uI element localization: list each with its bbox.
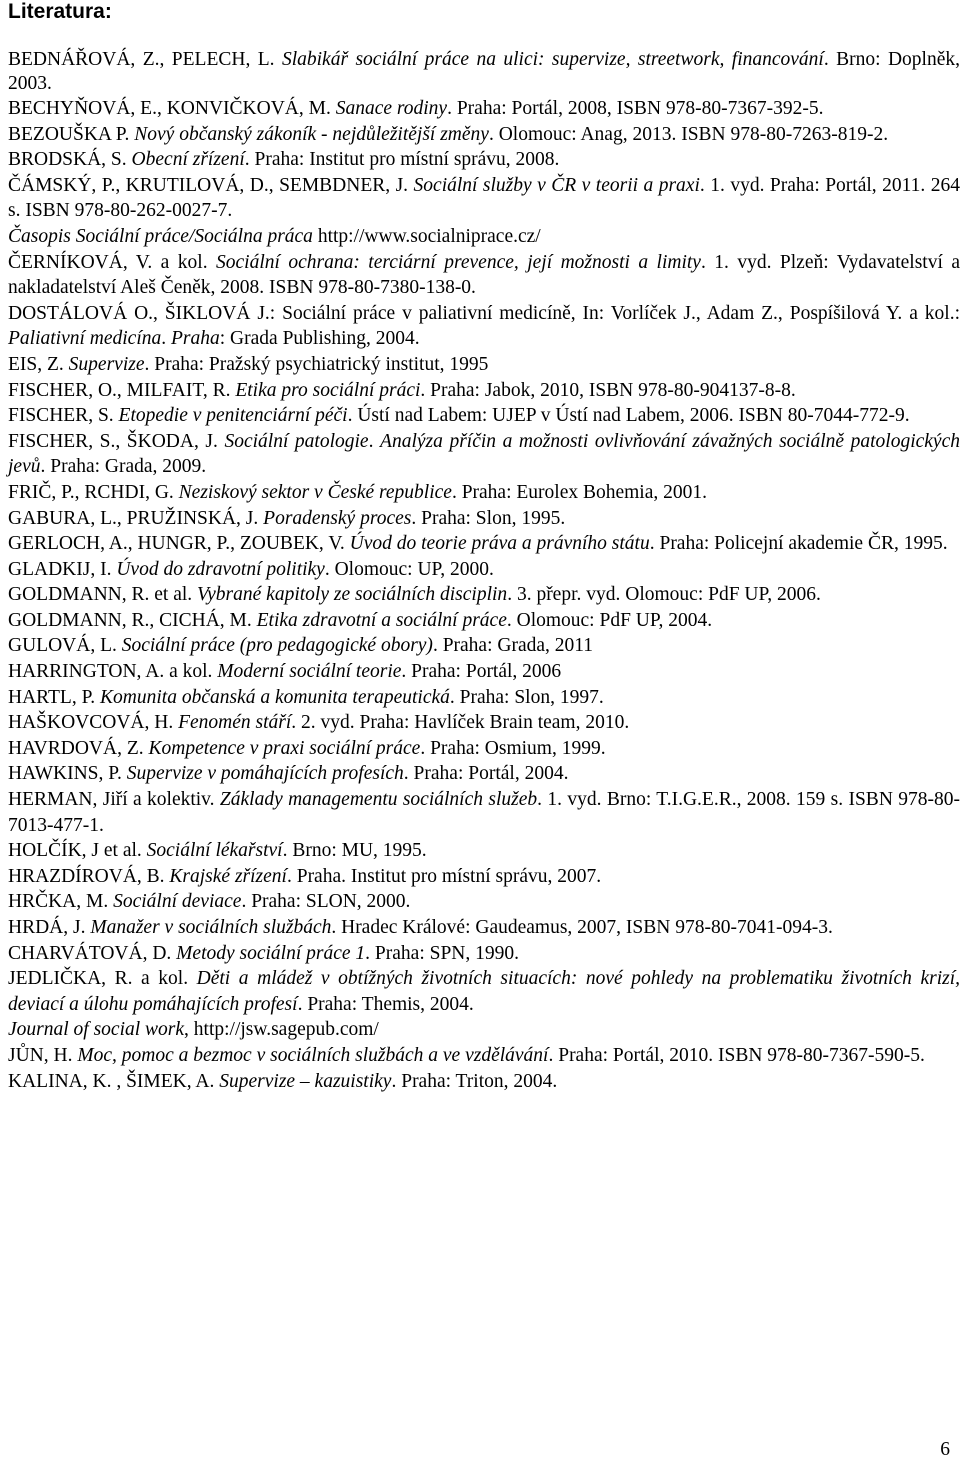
reference-title: Analýza příčin a možnosti ovlivňování závažných sociálně patologických jevů (8, 430, 960, 478)
reference-title: Slabikář sociální práce na ulici: supervize, streetwork, financování (281, 49, 824, 70)
reference-text: . (161, 328, 172, 350)
reference-entry (8, 96, 960, 122)
reference-text: . Praha: Themis, 2004. (297, 993, 474, 1015)
reference-title: Kompetence v praxi sociální práce (148, 737, 421, 759)
reference-title: Metody sociální práce 1 (176, 942, 366, 964)
reference-entry (8, 659, 960, 685)
reference-entry (8, 403, 960, 429)
reference-text: . 1. vyd. Plzeň: Vydavatelství a nakladatelství Aleš Čeněk, 2008. ISBN 978-80-7380-138-0. (8, 251, 960, 299)
reference-text: BEDNÁŘOVÁ, Z., PELECH, L. (8, 49, 282, 70)
reference-text: . Praha: Eurolex Bohemia, 2001. (451, 481, 708, 503)
reference-text: . 1. vyd. Praha: Portál, 2011. 264 s. ISBN 978-80-262-0027-7. (8, 174, 960, 222)
reference-entry (8, 685, 960, 711)
reference-title: Komunita občanská a komunita terapeutická (100, 686, 450, 708)
reference-title: Úvod do teorie práva a právního státu (349, 533, 650, 555)
reference-text: HRDÁ, J. (8, 917, 91, 938)
reference-title: Neziskový sektor v České republice (178, 481, 452, 503)
reference-text: . Olomouc: Anag, 2013. ISBN 978-80-7263-819-2. (488, 123, 889, 145)
reference-text: . Praha: Grada, 2011 (432, 635, 594, 657)
reference-text: . 3. přepr. vyd. Olomouc: PdF UP, 2006. (507, 584, 821, 606)
reference-text: . Ústí nad Labem: UJEP v Ústí nad Labem, 2006. ISBN 80-7044-772-9. (347, 405, 910, 427)
reference-entry (8, 736, 960, 762)
reference-text: . Hradec Králové: Gaudeamus, 2007, ISBN 978-80-7041-094-3. (331, 917, 833, 938)
reference-title: Obecní zřízení (131, 149, 245, 171)
reference-title: Supervize (68, 353, 145, 375)
reference-text: HRČKA, M. (8, 891, 114, 913)
reference-text: . Praha: Portál, 2006 (401, 661, 562, 683)
reference-text: . Praha: Portál, 2004. (403, 763, 569, 785)
page-number: 6 (940, 1439, 950, 1460)
reference-text: BRODSKÁ, S. (8, 149, 132, 171)
reference-text: HERMAN, Jiří a kolektiv. (8, 789, 220, 811)
reference-text: . Praha: Grada, 2009. (40, 456, 207, 478)
reference-text: GOLDMANN, R. et al. (8, 584, 198, 606)
reference-text: . 2. vyd. Praha: Havlíček Brain team, 2010. (291, 712, 630, 734)
reference-text: http://www.socialniprace.cz/ (317, 225, 541, 247)
reference-entry (8, 608, 960, 634)
reference-title: Nový občanský zákoník - nejdůležitější změny (134, 123, 489, 145)
reference-text: . Olomouc: PdF UP, 2004. (506, 609, 713, 631)
reference-text: HRAZDÍROVÁ, B. (8, 865, 170, 887)
reference-entry (8, 480, 960, 506)
reference-text: . Brno: Doplněk, 2003. (8, 49, 960, 94)
reference-title: Děti a mládež v obtížných životních situacích: nové pohledy na problematiku životních krizí, deviací a úlohu pomáhajících profesí (8, 968, 960, 1015)
reference-entry (8, 889, 960, 915)
reference-text: . Olomouc: UP, 2000. (324, 558, 494, 580)
reference-text: BECHYŇOVÁ, E., KONVIČKOVÁ, M. (8, 98, 336, 119)
reference-title: Journal of social work (8, 1019, 185, 1041)
reference-text: . Praha: Policejní akademie ČR, 1995. (649, 533, 948, 555)
reference-text: ČERNÍKOVÁ, V. a kol. (8, 251, 217, 273)
reference-entry (8, 582, 960, 608)
reference-text: HOLČÍK, J et al. (8, 840, 147, 862)
reference-text: . Praha: Slon, 1995. (411, 507, 566, 529)
reference-entry (8, 352, 960, 378)
reference-text: KALINA, K. , ŠIMEK, A. (8, 1070, 220, 1092)
reference-text: FISCHER, S. (8, 405, 119, 427)
reference-text: GERLOCH, A., HUNGR, P., ZOUBEK, V. (8, 533, 350, 555)
reference-text: DOSTÁLOVÁ O., ŠIKLOVÁ J.: Sociální práce v paliativní medicíně, In: Vorlíček J., Adam Z., Pospíšilová Y. a kol.: (8, 302, 960, 324)
reference-title: Časopis Sociální práce/Sociálna práca (8, 225, 318, 247)
reference-text: . Brno: MU, 1995. (282, 840, 427, 862)
reference-text: GLADKIJ, I. (8, 558, 117, 580)
reference-entry (8, 915, 960, 941)
reference-text: CHARVÁTOVÁ, D. (8, 942, 177, 964)
reference-title: Vybrané kapitoly ze sociálních disciplin (197, 584, 508, 606)
reference-title: Fenomén stáří (178, 712, 292, 734)
reference-entry (8, 787, 960, 838)
reference-text: . Praha: Pražský psychiatrický institut, 1995 (144, 353, 489, 375)
reference-text: : Grada Publishing, 2004. (219, 328, 420, 350)
reference-entry (8, 761, 960, 787)
reference-entry (8, 122, 960, 148)
reference-text: . Praha: Portál, 2010. ISBN 978-80-7367-590-5. (548, 1044, 925, 1066)
reference-text: BEZOUŠKA P. (8, 123, 135, 145)
reference-text: . Praha: Osmium, 1999. (420, 737, 606, 759)
reference-entry (8, 633, 960, 659)
reference-entry (8, 224, 960, 250)
reference-entry (8, 531, 960, 557)
reference-text: . Praha: Portál, 2008, ISBN 978-80-7367-392-5. (447, 98, 824, 119)
reference-text: HAVRDOVÁ, Z. (8, 737, 149, 759)
reference-list (8, 48, 960, 1094)
reference-entry (8, 557, 960, 583)
reference-text: FISCHER, S., ŠKODA, J. (8, 430, 225, 452)
reference-title: Manažer v sociálních službách (90, 917, 332, 938)
reference-title: Základy managementu sociálních služeb (219, 789, 538, 811)
reference-title: Krajské zřízení (169, 865, 287, 887)
section-heading: Literatura: (8, 0, 112, 23)
reference-title: Úvod do zdravotní politiky (116, 558, 325, 580)
reference-title: Praha (171, 328, 220, 350)
reference-title: Supervize – kazuistiky (219, 1070, 392, 1092)
reference-entry (8, 1043, 960, 1069)
reference-entry (8, 1017, 960, 1043)
reference-text: HAŠKOVCOVÁ, H. (8, 712, 179, 734)
reference-text: , http://jsw.sagepub.com/ (184, 1019, 379, 1041)
reference-entry (8, 838, 960, 864)
reference-title: Sociální ochrana: terciární prevence, její možnosti a limity (216, 251, 701, 273)
reference-text: . Praha: Triton, 2004. (391, 1070, 558, 1092)
reference-entry (8, 48, 960, 96)
reference-text: . Praha: SLON, 2000. (241, 891, 411, 913)
reference-entry (8, 147, 960, 173)
reference-title: Sociální služby v ČR v teorii a praxi (413, 174, 700, 196)
reference-title: Etopedie v penitenciární péči (118, 405, 348, 427)
reference-text: . Praha. Institut pro místní správu, 2007. (286, 865, 602, 887)
reference-entry (8, 941, 960, 967)
reference-text: . Praha: Institut pro místní správu, 2008. (244, 149, 560, 171)
reference-title: Sociální deviace (113, 891, 242, 913)
reference-entry (8, 250, 960, 301)
reference-text: HARTL, P. (8, 686, 101, 708)
reference-text: EIS, Z. (8, 353, 69, 375)
reference-text: HARRINGTON, A. a kol. (8, 661, 218, 683)
reference-title: Sociální patologie (224, 430, 369, 452)
reference-text: . (368, 430, 381, 452)
reference-text: . 1. vyd. Brno: T.I.G.E.R., 2008. 159 s. ISBN 978-80-7013-477-1. (8, 789, 960, 836)
reference-entry (8, 378, 960, 404)
reference-entry (8, 173, 960, 224)
reference-title: Paliativní medicína (8, 328, 162, 350)
reference-entry (8, 1069, 960, 1095)
reference-text: ČÁMSKÝ, P., KRUTILOVÁ, D., SEMBDNER, J. (8, 174, 414, 196)
reference-title: Moc, pomoc a bezmoc v sociálních službách a ve vzdělávání (77, 1044, 549, 1066)
reference-entry (8, 301, 960, 352)
reference-title: Poradenský proces (263, 507, 412, 529)
reference-entry (8, 710, 960, 736)
reference-text: HAWKINS, P. (8, 763, 127, 785)
reference-entry (8, 864, 960, 890)
reference-text: FRIČ, P., RCHDI, G. (8, 481, 179, 503)
reference-text: FISCHER, O., MILFAIT, R. (8, 379, 236, 401)
reference-text: . Praha: SPN, 1990. (365, 942, 520, 964)
reference-title: Supervize v pomáhajících profesích (126, 763, 404, 785)
reference-text: JŮN, H. (8, 1044, 78, 1066)
reference-text: JEDLIČKA, R. a kol. (8, 968, 197, 990)
reference-entry (8, 506, 960, 532)
reference-title: Etika zdravotní a sociální práce (256, 609, 507, 631)
reference-text: GOLDMANN, R., CICHÁ, M. (8, 609, 257, 631)
reference-title: Moderní sociální teorie (217, 661, 402, 683)
reference-text: . Praha: Slon, 1997. (449, 686, 604, 708)
reference-text: GULOVÁ, L. (8, 635, 122, 657)
reference-text: GABURA, L., PRUŽINSKÁ, J. (8, 507, 264, 529)
reference-title: Sociální práce (pro pedagogické obory) (121, 635, 433, 657)
reference-entry (8, 966, 960, 1017)
reference-entry (8, 429, 960, 480)
reference-text: . Praha: Jabok, 2010, ISBN 978-80-904137-8-8. (420, 379, 796, 401)
reference-title: Etika pro sociální práci (235, 379, 421, 401)
reference-title: Sociální lékařství (146, 840, 283, 862)
reference-title: Sanace rodiny (335, 98, 448, 119)
